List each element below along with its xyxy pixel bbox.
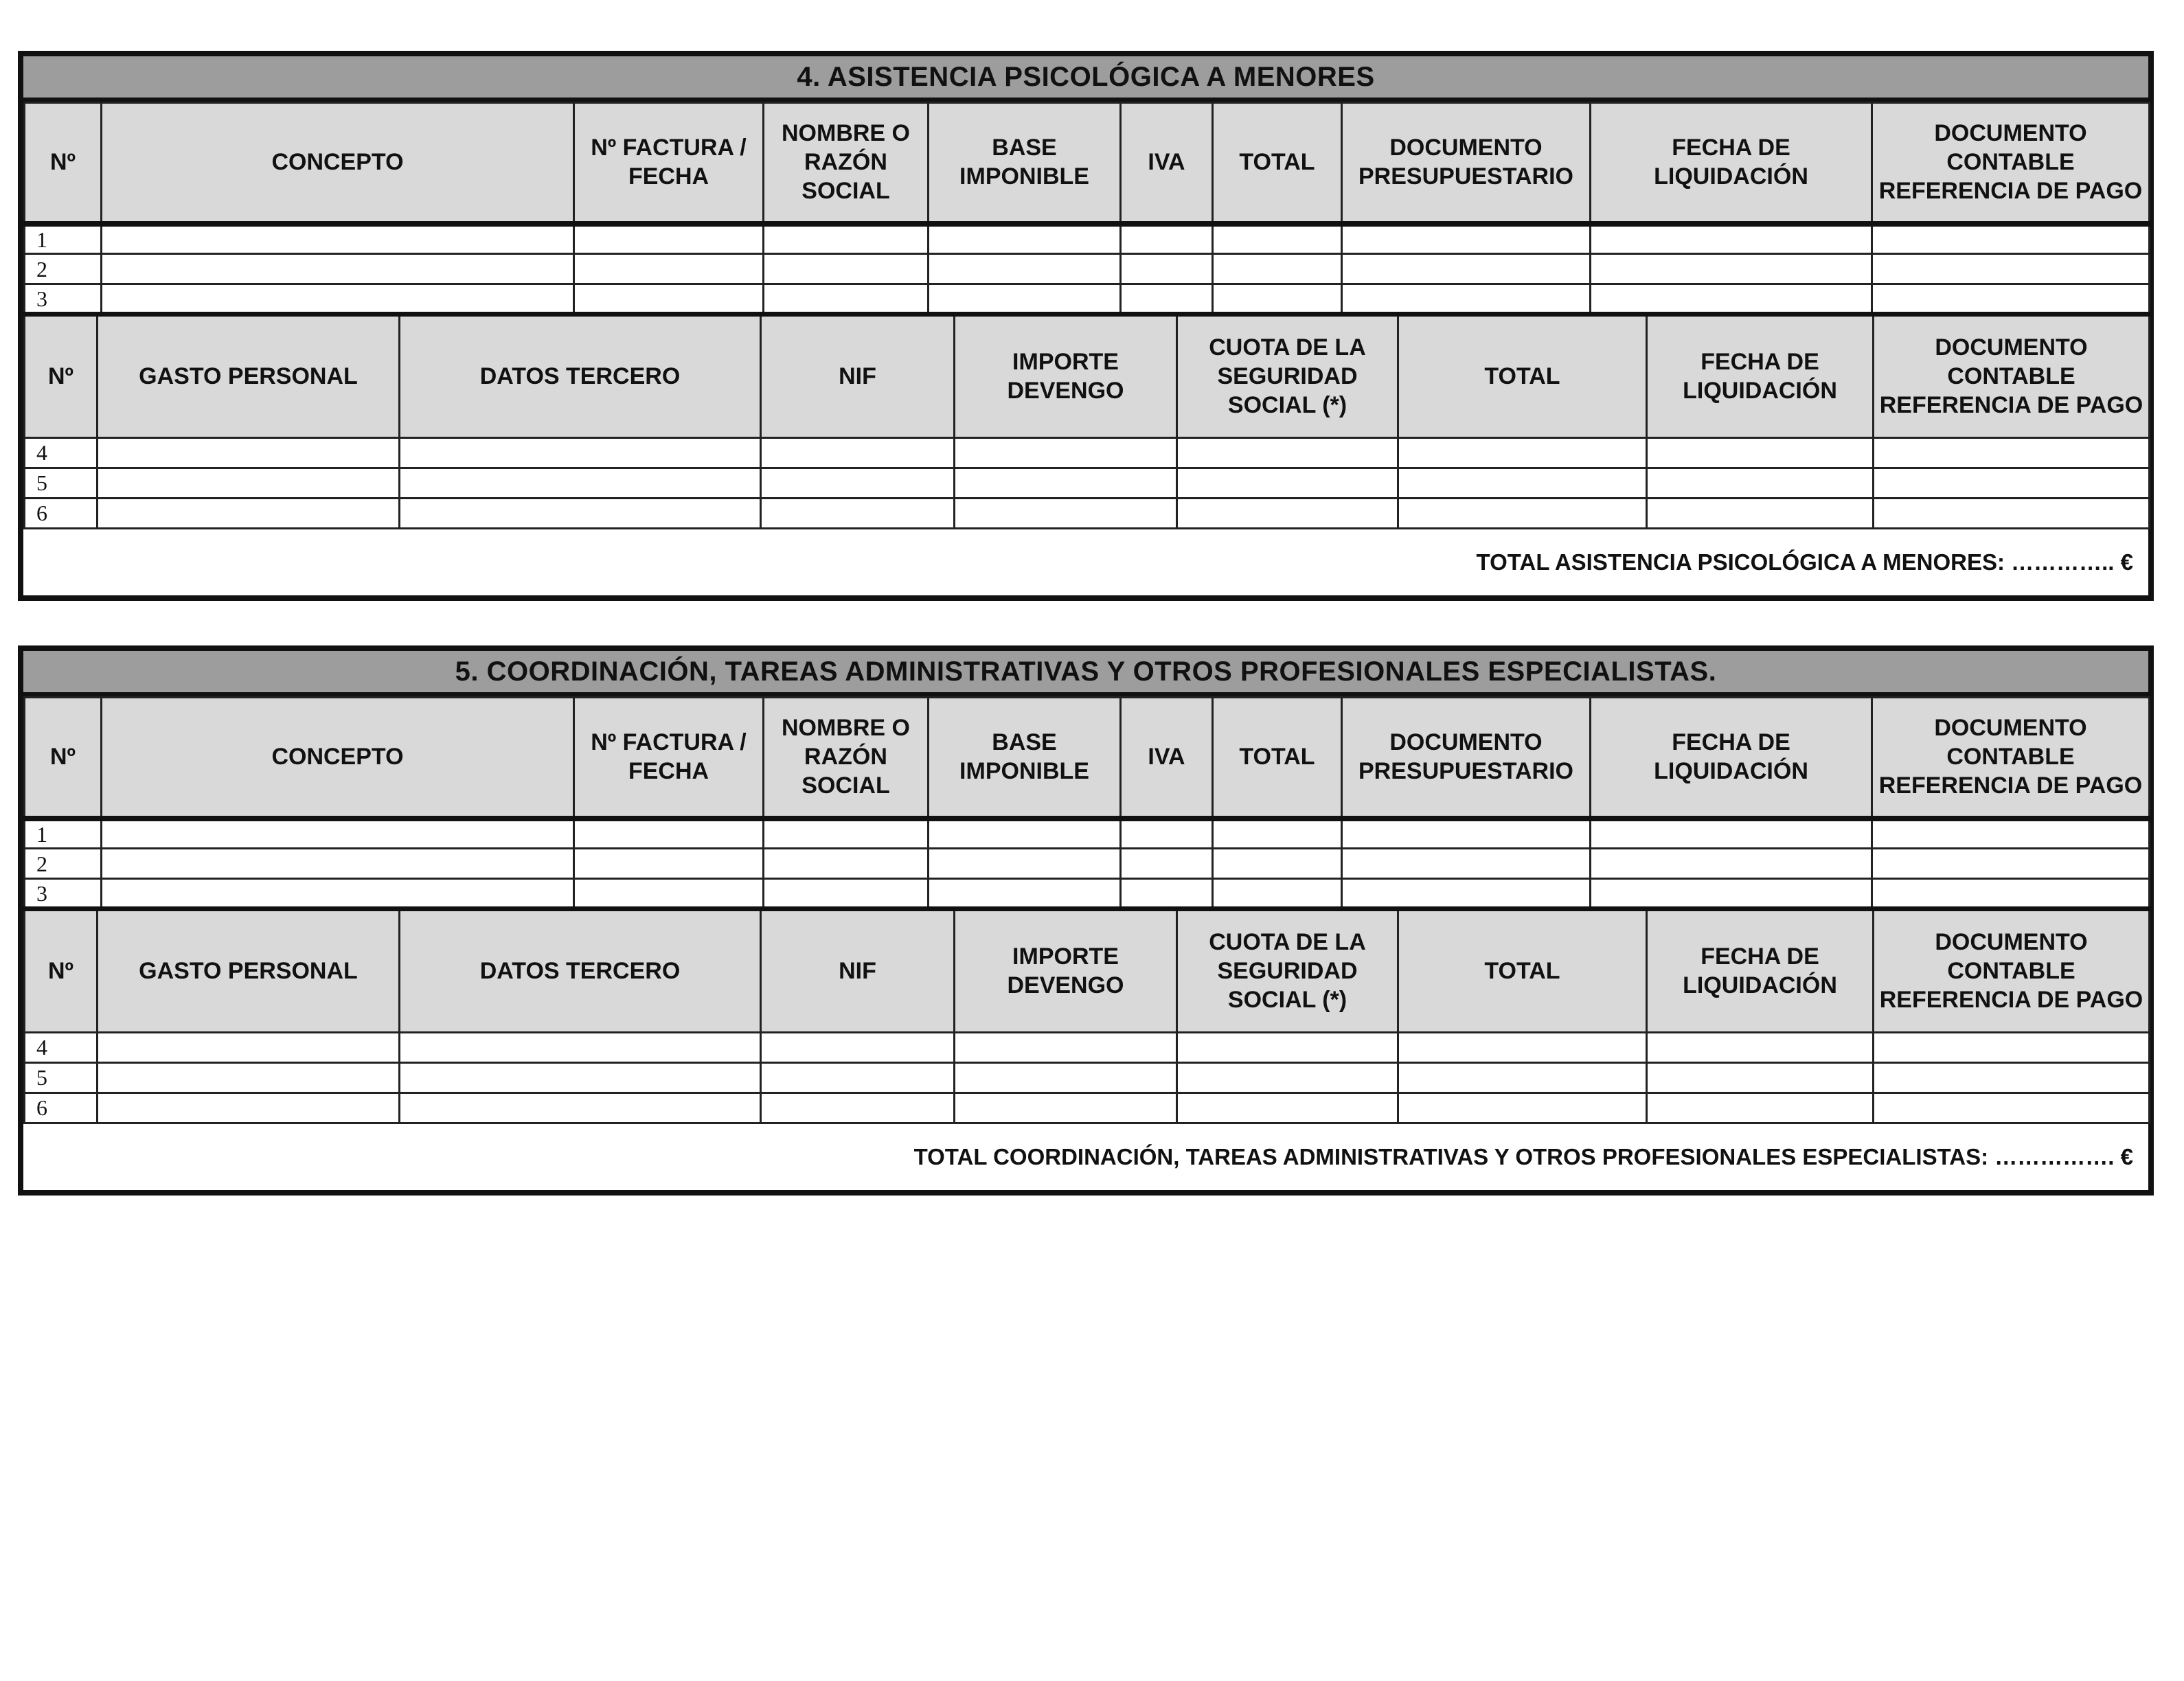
header-numero: Nº [25, 103, 102, 224]
cell-nif[interactable] [761, 1093, 955, 1123]
header-cuota-seguridad-social: CUOTA DE LA SEGURIDAD SOCIAL (*) [1177, 317, 1398, 437]
row-number: 3 [25, 284, 102, 315]
header-total: TOTAL [1213, 103, 1342, 224]
cell-importe-devengo[interactable] [955, 1032, 1177, 1062]
header-numero: Nº [25, 317, 98, 437]
cell-total[interactable] [1213, 254, 1342, 284]
table-row [25, 819, 2150, 849]
header-documento-contable: DOCUMENTO CONTABLE REFERENCIA DE PAGO [1872, 698, 2150, 819]
cell-concepto[interactable] [102, 879, 574, 909]
cell-importe-devengo[interactable] [955, 498, 1177, 528]
row-number: 6 [25, 1093, 98, 1123]
cell-datos-tercero[interactable] [400, 1062, 761, 1093]
cell-concepto[interactable] [102, 819, 574, 849]
cell-fecha-liquidacion[interactable] [1591, 879, 1872, 909]
cell-factura[interactable] [574, 254, 764, 284]
header-documento-presupuestario: DOCUMENTO PRESUPUESTARIO [1342, 103, 1591, 224]
cell-fecha-liquidacion[interactable] [1647, 498, 1874, 528]
cell-total[interactable] [1213, 849, 1342, 879]
header-total: TOTAL [1398, 317, 1647, 437]
header-total: TOTAL [1213, 698, 1342, 819]
cell-total[interactable] [1398, 437, 1647, 468]
cell-gasto-personal[interactable] [98, 1032, 400, 1062]
cell-nif[interactable] [761, 1032, 955, 1062]
header-fecha-liquidacion: FECHA DE LIQUIDACIÓN [1647, 317, 1874, 437]
cell-total[interactable] [1398, 1062, 1647, 1093]
cell-iva[interactable] [1121, 284, 1213, 315]
invoice-expenses-table [23, 696, 2150, 911]
cell-doc-contable[interactable] [1874, 468, 2150, 498]
header-concepto: CONCEPTO [102, 698, 574, 819]
cell-doc-presupuestario[interactable] [1342, 819, 1591, 849]
cell-total[interactable] [1213, 819, 1342, 849]
cell-nif[interactable] [761, 1062, 955, 1093]
cell-doc-contable[interactable] [1874, 1093, 2150, 1123]
header-total: TOTAL [1398, 911, 1647, 1032]
section-asistencia-psicologica [18, 51, 2154, 601]
cell-fecha-liquidacion[interactable] [1591, 284, 1872, 315]
table-row [25, 1062, 2150, 1093]
personnel-expenses-table [23, 317, 2150, 529]
header-gasto-personal: GASTO PERSONAL [98, 317, 400, 437]
cell-base[interactable] [929, 224, 1121, 254]
cell-factura[interactable] [574, 284, 764, 315]
cell-factura[interactable] [574, 224, 764, 254]
header-fecha-liquidacion: FECHA DE LIQUIDACIÓN [1591, 698, 1872, 819]
header-numero: Nº [25, 698, 102, 819]
cell-importe-devengo[interactable] [955, 437, 1177, 468]
cell-total[interactable] [1213, 879, 1342, 909]
personnel-expenses-table [23, 911, 2150, 1124]
header-numero: Nº [25, 911, 98, 1032]
header-nombre-razon-social: NOMBRE O RAZÓN SOCIAL [764, 103, 929, 224]
row-number: 5 [25, 468, 98, 498]
cell-iva[interactable] [1121, 254, 1213, 284]
cell-gasto-personal[interactable] [98, 437, 400, 468]
cell-fecha-liquidacion[interactable] [1591, 254, 1872, 284]
table-row [25, 498, 2150, 528]
header-nif: NIF [761, 911, 955, 1032]
table-row [25, 284, 2150, 315]
cell-base[interactable] [929, 879, 1121, 909]
table-row [25, 468, 2150, 498]
cell-doc-contable[interactable] [1872, 849, 2150, 879]
cell-total[interactable] [1213, 224, 1342, 254]
header-concepto: CONCEPTO [102, 103, 574, 224]
cell-concepto[interactable] [102, 284, 574, 315]
table-row [25, 849, 2150, 879]
cell-fecha-liquidacion[interactable] [1647, 468, 1874, 498]
header-fecha-liquidacion: FECHA DE LIQUIDACIÓN [1591, 103, 1872, 224]
table-row [25, 879, 2150, 909]
cell-base[interactable] [929, 819, 1121, 849]
header-factura-fecha: Nº FACTURA / FECHA [574, 103, 764, 224]
cell-total[interactable] [1213, 284, 1342, 315]
cell-doc-presupuestario[interactable] [1342, 224, 1591, 254]
cell-base[interactable] [929, 254, 1121, 284]
row-number: 2 [25, 254, 102, 284]
cell-gasto-personal[interactable] [98, 498, 400, 528]
cell-nombre[interactable] [764, 849, 929, 879]
header-documento-contable: DOCUMENTO CONTABLE REFERENCIA DE PAGO [1872, 103, 2150, 224]
header-base-imponible: BASE IMPONIBLE [929, 103, 1121, 224]
cell-concepto[interactable] [102, 224, 574, 254]
cell-doc-contable[interactable] [1872, 254, 2150, 284]
row-number: 1 [25, 819, 102, 849]
cell-importe-devengo[interactable] [955, 1062, 1177, 1093]
cell-base[interactable] [929, 849, 1121, 879]
cell-fecha-liquidacion[interactable] [1591, 849, 1872, 879]
cell-datos-tercero[interactable] [400, 498, 761, 528]
cell-fecha-liquidacion[interactable] [1591, 819, 1872, 849]
cell-fecha-liquidacion[interactable] [1591, 224, 1872, 254]
cell-fecha-liquidacion[interactable] [1647, 1062, 1874, 1093]
cell-cuota-ss[interactable] [1177, 498, 1398, 528]
invoice-expenses-table [23, 102, 2150, 317]
row-number: 1 [25, 224, 102, 254]
table-row [25, 1093, 2150, 1123]
cell-datos-tercero[interactable] [400, 1032, 761, 1062]
cell-datos-tercero[interactable] [400, 468, 761, 498]
cell-importe-devengo[interactable] [955, 468, 1177, 498]
cell-cuota-ss[interactable] [1177, 468, 1398, 498]
cell-iva[interactable] [1121, 879, 1213, 909]
cell-fecha-liquidacion[interactable] [1647, 437, 1874, 468]
cell-doc-contable[interactable] [1872, 284, 2150, 315]
header-datos-tercero: DATOS TERCERO [400, 911, 761, 1032]
header-importe-devengo: IMPORTE DEVENGO [955, 317, 1177, 437]
cell-nif[interactable] [761, 437, 955, 468]
header-documento-contable: DOCUMENTO CONTABLE REFERENCIA DE PAGO [1874, 911, 2150, 1032]
cell-total[interactable] [1398, 1032, 1647, 1062]
cell-total[interactable] [1398, 1093, 1647, 1123]
cell-total[interactable] [1398, 468, 1647, 498]
cell-doc-contable[interactable] [1872, 224, 2150, 254]
cell-gasto-personal[interactable] [98, 1062, 400, 1093]
cell-factura[interactable] [574, 819, 764, 849]
cell-factura[interactable] [574, 879, 764, 909]
table-row [25, 437, 2150, 468]
cell-cuota-ss[interactable] [1177, 1093, 1398, 1123]
section-total-line: TOTAL ASISTENCIA PSICOLÓGICA A MENORES: ………….. € [1476, 549, 2133, 575]
table-row [25, 224, 2150, 254]
cell-nombre[interactable] [764, 284, 929, 315]
cell-fecha-liquidacion[interactable] [1647, 1032, 1874, 1062]
header-base-imponible: BASE IMPONIBLE [929, 698, 1121, 819]
cell-importe-devengo[interactable] [955, 1093, 1177, 1123]
cell-doc-contable[interactable] [1874, 437, 2150, 468]
header-fecha-liquidacion: FECHA DE LIQUIDACIÓN [1647, 911, 1874, 1032]
header-importe-devengo: IMPORTE DEVENGO [955, 911, 1177, 1032]
cell-doc-contable[interactable] [1872, 879, 2150, 909]
section-coordinacion [18, 645, 2154, 1196]
cell-nombre[interactable] [764, 819, 929, 849]
cell-base[interactable] [929, 284, 1121, 315]
cell-factura[interactable] [574, 849, 764, 879]
cell-doc-contable[interactable] [1872, 819, 2150, 849]
cell-cuota-ss[interactable] [1177, 437, 1398, 468]
cell-cuota-ss[interactable] [1177, 1062, 1398, 1093]
cell-datos-tercero[interactable] [400, 1093, 761, 1123]
header-cuota-seguridad-social: CUOTA DE LA SEGURIDAD SOCIAL (*) [1177, 911, 1398, 1032]
cell-doc-contable[interactable] [1874, 498, 2150, 528]
header-gasto-personal: GASTO PERSONAL [98, 911, 400, 1032]
cell-gasto-personal[interactable] [98, 468, 400, 498]
cell-nombre[interactable] [764, 879, 929, 909]
row-number: 2 [25, 849, 102, 879]
header-nombre-razon-social: NOMBRE O RAZÓN SOCIAL [764, 698, 929, 819]
header-nif: NIF [761, 317, 955, 437]
cell-nif[interactable] [761, 498, 955, 528]
header-factura-fecha: Nº FACTURA / FECHA [574, 698, 764, 819]
cell-nombre[interactable] [764, 254, 929, 284]
cell-doc-contable[interactable] [1874, 1062, 2150, 1093]
cell-doc-presupuestario[interactable] [1342, 254, 1591, 284]
row-number: 6 [25, 498, 98, 528]
cell-iva[interactable] [1121, 849, 1213, 879]
row-number: 4 [25, 437, 98, 468]
cell-total[interactable] [1398, 498, 1647, 528]
cell-iva[interactable] [1121, 224, 1213, 254]
cell-fecha-liquidacion[interactable] [1647, 1093, 1874, 1123]
cell-concepto[interactable] [102, 849, 574, 879]
cell-cuota-ss[interactable] [1177, 1032, 1398, 1062]
header-documento-presupuestario: DOCUMENTO PRESUPUESTARIO [1342, 698, 1591, 819]
header-datos-tercero: DATOS TERCERO [400, 317, 761, 437]
cell-doc-presupuestario[interactable] [1342, 284, 1591, 315]
cell-iva[interactable] [1121, 819, 1213, 849]
cell-nombre[interactable] [764, 224, 929, 254]
section-total-line: TOTAL COORDINACIÓN, TAREAS ADMINISTRATIVAS Y OTROS PROFESIONALES ESPECIALISTAS: ……………. € [913, 1143, 2133, 1169]
cell-gasto-personal[interactable] [98, 1093, 400, 1123]
header-iva: IVA [1121, 103, 1213, 224]
cell-datos-tercero[interactable] [400, 437, 761, 468]
cell-doc-contable[interactable] [1874, 1032, 2150, 1062]
row-number: 5 [25, 1062, 98, 1093]
row-number: 3 [25, 879, 102, 909]
table-row [25, 254, 2150, 284]
section-title: 4. ASISTENCIA PSICOLÓGICA A MENORES [23, 56, 2148, 102]
table-row [25, 1032, 2150, 1062]
cell-doc-presupuestario[interactable] [1342, 879, 1591, 909]
header-iva: IVA [1121, 698, 1213, 819]
section-title: 5. COORDINACIÓN, TAREAS ADMINISTRATIVAS Y OTROS PROFESIONALES ESPECIALISTAS. [23, 651, 2148, 696]
header-documento-contable: DOCUMENTO CONTABLE REFERENCIA DE PAGO [1874, 317, 2150, 437]
row-number: 4 [25, 1032, 98, 1062]
cell-doc-presupuestario[interactable] [1342, 849, 1591, 879]
cell-nif[interactable] [761, 468, 955, 498]
cell-concepto[interactable] [102, 254, 574, 284]
